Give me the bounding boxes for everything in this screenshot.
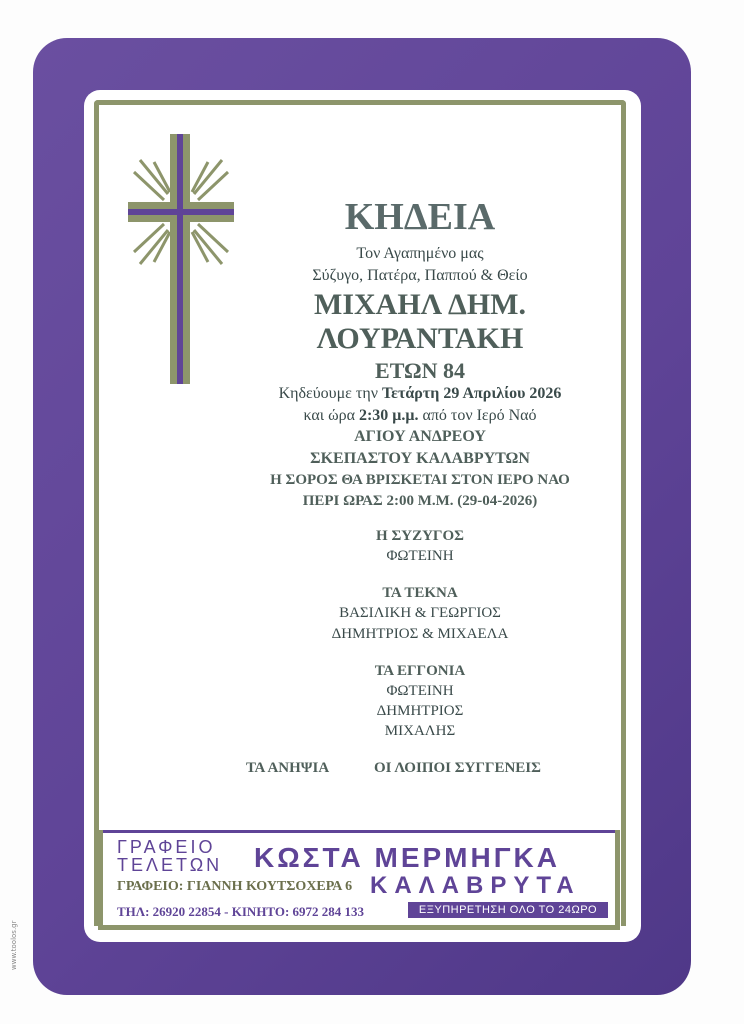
phone-numbers: ΤΗΛ: 26920 22854 - ΚΙΝΗΤΟ: 6972 284 133 [117, 904, 365, 919]
company-name: ΚΩΣΤΑ ΜΕΡΜΗΓΚΑ [254, 842, 560, 873]
body-line-2: ΠΕΡΙ ΩΡΑΣ 2:00 Μ.Μ. (29-04-2026) [302, 493, 538, 509]
office-line-2: ΤΕΛΕΤΩΝ [117, 855, 223, 875]
time-line [230, 407, 610, 425]
grandchild-name-1: ΦΩΤΕΙΝΗ [386, 683, 454, 699]
grandchild-name-3: ΜΙΧΑΛΗΣ [384, 723, 456, 739]
name-line-1: ΜΙΧΑΗΛ ΔΗΜ. [314, 288, 526, 321]
date-line [230, 385, 610, 403]
children-name-1: ΒΑΣΙΛΙΚΗ & ΓΕΩΡΓΙΟΣ [339, 605, 501, 621]
footer-divider [98, 830, 620, 833]
watermark-text: www.toolos.gr [10, 920, 18, 970]
relatives-label: ΟΙ ΛΟΙΠΟΙ ΣΥΓΓΕΝΕΙΣ [374, 760, 541, 776]
grandchildren-heading: ΤΑ ΕΓΓΟΝΙΑ [374, 663, 466, 679]
church-line-1: ΑΓΙΟΥ ΑΝΔΡΕΟΥ [354, 428, 486, 445]
time-suffix: από τον Ιερό Ναό [422, 407, 537, 424]
children-heading: ΤΑ ΤΕΚΝΑ [382, 585, 458, 601]
office-line-1: ΓΡΑΦΕΙΟ [117, 837, 216, 857]
cross-icon [126, 132, 236, 387]
company-city: ΚΑΛΑΒΡΥΤΑ [370, 872, 581, 899]
church-line-2: ΣΚΕΠΑΣΤΟΥ ΚΑΛΑΒΡΥΤΩΝ [310, 450, 530, 467]
footer-border-bottom [98, 925, 620, 930]
children-name-2: ΔΗΜΗΤΡΙΟΣ & ΜΙΧΑΕΛΑ [331, 626, 509, 642]
intro-line-2: Σύζυγο, Πατέρα, Παππού & Θείο [312, 267, 528, 284]
name-line-2: ΛΟΥΡΑΝΤΑΚΗ [316, 322, 524, 355]
footer-border-right [615, 830, 620, 930]
date-prefix: Κηδεύουμε την [278, 385, 378, 402]
intro-line-1: Τον Αγαπημένο μας [356, 245, 484, 262]
nephews-label: ΤΑ ΑΝΗΨΙΑ [246, 760, 330, 776]
spouse-name: ΦΩΤΕΙΝΗ [386, 548, 454, 564]
time-bold: 2:30 μ.μ. [358, 407, 419, 424]
footer-border-left [98, 830, 103, 930]
office-address: ΓΡΑΦΕΙΟ: ΓΙΑΝΝΗ ΚΟΥΤΣΟΧΕΡΑ 6 [117, 879, 353, 894]
time-prefix: και ώρα [303, 407, 355, 424]
page-title: ΚΗΔΕΙΑ [344, 196, 496, 238]
funeral-office-label [117, 838, 222, 874]
service-badge: ΕΞΥΠΗΡΕΤΗΣΗ ΟΛΟ ΤΟ 24ΩΡΟ [408, 902, 608, 918]
age: ΕΤΩΝ 84 [375, 358, 465, 383]
date-bold: Τετάρτη 29 Απριλίου 2026 [381, 385, 562, 402]
body-line-1: Η ΣΟΡΟΣ ΘΑ ΒΡΙΣΚΕΤΑΙ ΣΤΟΝ ΙΕΡΟ ΝΑΟ [270, 472, 570, 488]
spouse-heading: Η ΣΥΖΥΓΟΣ [376, 528, 464, 544]
grandchild-name-2: ΔΗΜΗΤΡΙΟΣ [376, 703, 464, 719]
